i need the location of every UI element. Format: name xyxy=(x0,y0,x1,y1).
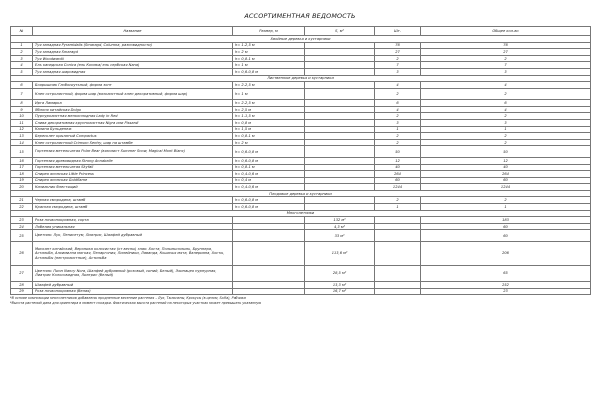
plant-name: Туя западная Pyramidalis (Smaragd, Columna, разновидности) xyxy=(33,42,233,49)
plant-size: h= 0,8-1 м xyxy=(233,55,305,62)
row-number: 3 xyxy=(11,55,33,62)
table-row xyxy=(11,265,591,281)
row-number: 12 xyxy=(11,126,33,133)
plant-qty xyxy=(375,223,421,230)
plant-area: 28,5 м² xyxy=(305,265,375,281)
plant-area xyxy=(305,55,375,62)
plant-area xyxy=(305,171,375,178)
plant-total: 1 xyxy=(421,126,591,133)
row-number: 29 xyxy=(11,288,33,295)
table-row xyxy=(11,164,591,171)
section-row xyxy=(11,36,591,43)
plant-name: Роза почвопокровная (белая) xyxy=(33,288,233,295)
plant-area xyxy=(305,177,375,184)
plant-total: 2 xyxy=(421,55,591,62)
plant-name: Бересклет крылатый Compactus xyxy=(33,133,233,140)
plant-name: Черная смородина, штамб xyxy=(33,197,233,204)
section-row xyxy=(11,210,591,217)
plant-size xyxy=(233,288,305,295)
plant-name: Гортензия древовидная Strong Annabelle xyxy=(33,157,233,164)
row-number: 13 xyxy=(11,133,33,140)
plant-name: Спирея японская Little Princess xyxy=(33,171,233,178)
plant-area xyxy=(305,120,375,127)
plant-area xyxy=(305,49,375,56)
plant-qty xyxy=(375,230,421,242)
plant-size: h= 0,6-0,8 м xyxy=(233,197,305,204)
sheet-title: АССОРТИМЕНТНАЯ ВЕДОМОСТЬ xyxy=(244,12,356,20)
row-number: 2 xyxy=(11,49,33,56)
plant-area xyxy=(305,126,375,133)
plant-qty xyxy=(375,241,421,265)
section-row xyxy=(11,190,591,197)
plant-qty: 4 xyxy=(375,82,421,89)
row-number: 15 xyxy=(11,146,33,158)
row-number: 10 xyxy=(11,113,33,120)
plant-qty: 7 xyxy=(375,62,421,69)
table-row xyxy=(11,88,591,100)
table-row xyxy=(11,204,591,211)
plant-total: 264 xyxy=(421,171,591,178)
row-number: 21 xyxy=(11,197,33,204)
table-row xyxy=(11,126,591,133)
plant-size: h= 2 м xyxy=(233,49,305,56)
row-number: 22 xyxy=(11,204,33,211)
table-row xyxy=(11,42,591,49)
plant-total: 2 xyxy=(421,113,591,120)
plant-qty: 1244 xyxy=(375,184,421,191)
plant-name: Мискант китайский, Вероника колосистая (от весны) злак: Хоста, Полыньполынь, Бруннера, Астильба, Алхимилла мягкая, Пеларгония, Лилейники, Лаванда, Кошачья мята, Валериана, Хосты, Астильбы (пестролистные), Астильба xyxy=(33,241,233,265)
plant-area xyxy=(305,133,375,140)
row-number: 6 xyxy=(11,82,33,89)
plant-total: 1244 xyxy=(421,184,591,191)
plant-size: h= 1 м xyxy=(233,62,305,69)
table-row xyxy=(11,120,591,127)
row-number: 4 xyxy=(11,62,33,69)
table-row xyxy=(11,68,591,75)
section-title: Многолетники xyxy=(11,210,591,217)
plant-name: Лобелия уникальная xyxy=(33,223,233,230)
plant-name: Роза почвопокровная, сорта xyxy=(33,217,233,224)
plant-size xyxy=(233,265,305,281)
table-row xyxy=(11,82,591,89)
plant-area: 16,7 м² xyxy=(305,288,375,295)
plant-total: 2 xyxy=(421,197,591,204)
plant-area xyxy=(305,42,375,49)
table-row xyxy=(11,113,591,120)
plant-qty: 1 xyxy=(375,204,421,211)
plant-qty: 2 xyxy=(375,133,421,140)
table-row xyxy=(11,62,591,69)
plant-qty: 2 xyxy=(375,197,421,204)
row-number: 26 xyxy=(11,241,33,265)
plant-total: 3 xyxy=(421,68,591,75)
row-number: 25 xyxy=(11,230,33,242)
plant-area xyxy=(305,204,375,211)
plant-total: 27 xyxy=(421,49,591,56)
plant-qty: 76 xyxy=(375,42,421,49)
table-row xyxy=(11,241,591,265)
plant-qty: 50 xyxy=(375,146,421,158)
row-number: 27 xyxy=(11,265,33,281)
col-size: Размер, м xyxy=(233,27,305,36)
plant-total: 4 xyxy=(421,106,591,113)
col-number: № xyxy=(11,27,33,36)
plant-name: Пурпуролистная мелкоплодная Lady in Red xyxy=(33,113,233,120)
table-row xyxy=(11,146,591,158)
plant-area: 33 м² xyxy=(305,230,375,242)
plant-qty: 6 xyxy=(375,100,421,107)
plant-total: 1 xyxy=(421,204,591,211)
row-number: 16 xyxy=(11,157,33,164)
table-row xyxy=(11,230,591,242)
table-row xyxy=(11,100,591,107)
plant-area xyxy=(305,139,375,146)
plant-size: h= 0,6-0,8 м xyxy=(233,157,305,164)
plant-total: 76 xyxy=(421,42,591,49)
plant-name: Калина Бульденеж xyxy=(33,126,233,133)
plant-area: 4,3 м² xyxy=(305,223,375,230)
assortment-table xyxy=(10,26,591,295)
table-row xyxy=(11,197,591,204)
table-row xyxy=(11,55,591,62)
plant-size: h= 1,5 м xyxy=(233,126,305,133)
plant-size: h= 0,4-0,6 м xyxy=(233,171,305,178)
row-number: 18 xyxy=(11,171,33,178)
section-row xyxy=(11,75,591,82)
plant-name: Ель канадская Conica (ель Коника/ ель сербская Nana) xyxy=(33,62,233,69)
row-number: 9 xyxy=(11,106,33,113)
table-row xyxy=(11,217,591,224)
plant-qty: 12 xyxy=(375,157,421,164)
plant-area: 132 м² xyxy=(305,217,375,224)
table-row xyxy=(11,177,591,184)
col-qty: Шт. xyxy=(375,27,421,36)
table-row xyxy=(11,157,591,164)
plant-name: Цветник: Лук, Пенисетум, Лиатрис, Шалфей дубравный xyxy=(33,230,233,242)
row-number: 17 xyxy=(11,164,33,171)
row-number: 23 xyxy=(11,217,33,224)
table-row xyxy=(11,133,591,140)
plant-total: 3 xyxy=(421,120,591,127)
plant-size: h= 0,8 м xyxy=(233,120,305,127)
plant-total: 2 xyxy=(421,133,591,140)
col-name: Название xyxy=(33,27,233,36)
plant-name: Слива декоративная крупнолистная Nigra или Pissardi xyxy=(33,120,233,127)
plant-size: h= 2 м xyxy=(233,139,305,146)
plant-area xyxy=(305,62,375,69)
plant-area xyxy=(305,184,375,191)
plant-area xyxy=(305,146,375,158)
table-row xyxy=(11,281,591,288)
row-number: 1 xyxy=(11,42,33,49)
plant-total: 4 xyxy=(421,82,591,89)
plant-qty xyxy=(375,265,421,281)
plant-name: Туя Woodwardii xyxy=(33,55,233,62)
plant-size: h= 0,6-0,8 м xyxy=(233,68,305,75)
row-number: 24 xyxy=(11,223,33,230)
plant-size xyxy=(233,241,305,265)
plant-size xyxy=(233,223,305,230)
plant-name: Туя западная шаровидная xyxy=(33,68,233,75)
row-number: 28 xyxy=(11,281,33,288)
plant-name: Гортензия метельчатая Polar Bear (вязолист Summer Snow, Magical Mont Blanc) xyxy=(33,146,233,158)
plant-size: h= 0,8-1 м xyxy=(233,164,305,171)
plant-area: 13,3 м² xyxy=(305,281,375,288)
row-number: 8 xyxy=(11,100,33,107)
plant-name: Боярышник Глобосиутьный, форма зонт xyxy=(33,82,233,89)
row-number: 5 xyxy=(11,68,33,75)
plant-name: Гортензия метельчатая Skyfall xyxy=(33,164,233,171)
section-title: Лиственные деревья и кустарники xyxy=(11,75,591,82)
table-row xyxy=(11,184,591,191)
plant-size: h= 0,4-0,6 м xyxy=(233,184,305,191)
plant-area xyxy=(305,164,375,171)
footnote: *В основе композиции многолетников добавлены продленные весенние растения – Лук, Тюльпаны, Крокусы (в целом, Scilla), Рябчики xyxy=(10,296,246,301)
row-number: 11 xyxy=(11,120,33,127)
row-number: 14 xyxy=(11,139,33,146)
plant-qty: 60 xyxy=(375,177,421,184)
plant-size xyxy=(233,281,305,288)
plant-name: Яблоня китайская Dolgo xyxy=(33,106,233,113)
plant-name: Туя западная Smaragd xyxy=(33,49,233,56)
plant-total: 23 xyxy=(421,288,591,295)
plant-size: h= 2-2,5 м xyxy=(233,82,305,89)
plant-total: 7 xyxy=(421,62,591,69)
plant-area xyxy=(305,68,375,75)
col-area: S, м² xyxy=(305,27,375,36)
plant-total: 60 xyxy=(421,223,591,230)
plant-size: h= 0,4 м xyxy=(233,177,305,184)
plant-area xyxy=(305,157,375,164)
plant-qty xyxy=(375,281,421,288)
header-row xyxy=(11,27,591,36)
plant-name: Клен остролистный, форма шар (вязолистный клен декоративный, форма шар) xyxy=(33,88,233,100)
plant-size: h= 0,8-1 м xyxy=(233,133,305,140)
section-title: Хвойные деревья и кустарники xyxy=(11,36,591,43)
plant-total: 60 xyxy=(421,177,591,184)
plant-total: 50 xyxy=(421,146,591,158)
plant-area xyxy=(305,88,375,100)
plant-size: h= 0,6-0,8 м xyxy=(233,204,305,211)
row-number: 19 xyxy=(11,177,33,184)
plant-name: Шалфей дубравный xyxy=(33,281,233,288)
plant-qty: 40 xyxy=(375,164,421,171)
col-total: Общее кол-во xyxy=(421,27,591,36)
plant-total: 183 xyxy=(421,217,591,224)
plant-size: h= 0,6-0,8 м xyxy=(233,146,305,158)
plant-total: 65 xyxy=(421,265,591,281)
plant-size: h= 1-2,5 м xyxy=(233,42,305,49)
footnotes xyxy=(10,296,590,305)
plant-total: 2 xyxy=(421,88,591,100)
table-row xyxy=(11,106,591,113)
plant-total: 206 xyxy=(421,241,591,265)
plant-total: 12 xyxy=(421,157,591,164)
plant-qty: 2 xyxy=(375,88,421,100)
plant-qty: 2 xyxy=(375,113,421,120)
plant-size xyxy=(233,230,305,242)
table-row xyxy=(11,223,591,230)
plant-qty: 2 xyxy=(375,139,421,146)
plant-qty xyxy=(375,288,421,295)
row-number: 20 xyxy=(11,184,33,191)
plant-total: 6 xyxy=(421,100,591,107)
plant-name: Цветник: Пион Nancy Nora, Шалфей дубравный (розовый, синий, Белый), Эхинацея пурпурная, Лиатрис Колосовидная, Лиатрис (белый) xyxy=(33,265,233,281)
plant-total: 40 xyxy=(421,164,591,171)
plant-size: h= 1 м xyxy=(233,88,305,100)
plant-area xyxy=(305,100,375,107)
table-row xyxy=(11,49,591,56)
plant-size xyxy=(233,217,305,224)
plant-area xyxy=(305,106,375,113)
plant-name: Красная смородина, штамб xyxy=(33,204,233,211)
plant-name: Кизильник блестящий xyxy=(33,184,233,191)
plant-qty: 3 xyxy=(375,68,421,75)
plant-area xyxy=(305,197,375,204)
plant-area: 113,6 м² xyxy=(305,241,375,265)
plant-qty: 3 xyxy=(375,120,421,127)
plant-qty: 264 xyxy=(375,171,421,178)
table-row xyxy=(11,288,591,295)
plant-area xyxy=(305,113,375,120)
plant-name: Спирея японская Goldflame xyxy=(33,177,233,184)
table-row xyxy=(11,139,591,146)
section-title: Плодовые деревья и кустарники xyxy=(11,190,591,197)
row-number: 7 xyxy=(11,88,33,100)
plant-size: h= 2,5 м xyxy=(233,106,305,113)
plant-name: Ирга Ламарка xyxy=(33,100,233,107)
table-body xyxy=(11,36,591,295)
plant-total: 2 xyxy=(421,139,591,146)
table-row xyxy=(11,171,591,178)
assortment-sheet xyxy=(10,6,590,305)
plant-qty: 1 xyxy=(375,126,421,133)
plant-total: 60 xyxy=(421,230,591,242)
plant-area xyxy=(305,82,375,89)
plant-qty: 4 xyxy=(375,106,421,113)
plant-size: h= 1-1,5 м xyxy=(233,113,305,120)
plant-qty xyxy=(375,217,421,224)
plant-qty: 2 xyxy=(375,55,421,62)
plant-size: h= 2-2,5 м xyxy=(233,100,305,107)
footnote: *Высота растений дана для ориентира в момент посадки. Фактическая высота растений на некоторых участках может превышать указанную xyxy=(10,300,262,305)
plant-total: 252 xyxy=(421,281,591,288)
plant-name: Клен остролистный Crimson Sentry, шар на штамбе xyxy=(33,139,233,146)
plant-qty: 27 xyxy=(375,49,421,56)
